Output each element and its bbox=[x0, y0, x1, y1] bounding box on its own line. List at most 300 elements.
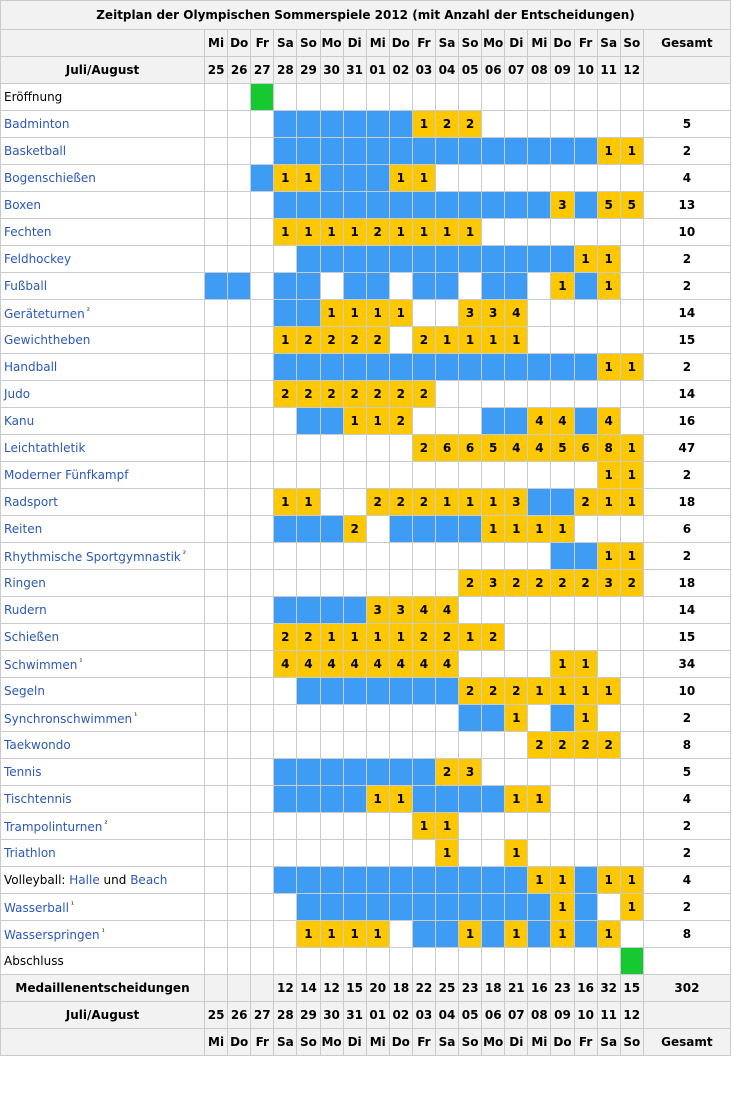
weekday-cell: So bbox=[620, 30, 643, 57]
venue-day-cell bbox=[320, 111, 343, 138]
empty-cell bbox=[274, 921, 297, 948]
venue-day-cell bbox=[274, 597, 297, 624]
final-count-cell: 1 bbox=[274, 165, 297, 192]
sport-name[interactable] bbox=[1, 327, 205, 354]
empty-cell bbox=[528, 948, 551, 975]
empty-cell bbox=[459, 813, 482, 840]
sport-label[interactable]: Triathlon bbox=[4, 846, 56, 860]
final-count-cell: 2 bbox=[412, 489, 435, 516]
final-count-cell: 2 bbox=[620, 570, 643, 597]
empty-cell bbox=[551, 597, 574, 624]
venue-day-cell bbox=[389, 894, 412, 921]
final-count-cell: 1 bbox=[320, 624, 343, 651]
final-count-cell: 1 bbox=[597, 489, 620, 516]
empty-cell bbox=[574, 759, 597, 786]
empty-cell bbox=[505, 543, 528, 570]
row-total: 5 bbox=[643, 759, 730, 786]
venue-day-cell bbox=[505, 408, 528, 435]
empty-cell bbox=[251, 543, 274, 570]
empty-cell bbox=[251, 516, 274, 543]
empty-cell bbox=[597, 327, 620, 354]
final-count-cell: 1 bbox=[551, 867, 574, 894]
sport-name[interactable] bbox=[1, 138, 205, 165]
volleyball-halle-link[interactable]: Halle bbox=[69, 873, 100, 887]
final-count-cell: 1 bbox=[459, 624, 482, 651]
date-cell: 30 bbox=[320, 1002, 343, 1029]
final-count-cell: 1 bbox=[389, 300, 412, 327]
empty-cell bbox=[597, 165, 620, 192]
sport-label[interactable]: Ringen bbox=[4, 576, 46, 590]
venue-day-cell bbox=[505, 354, 528, 381]
final-count-cell: 1 bbox=[320, 300, 343, 327]
date-cell: 05 bbox=[459, 1002, 482, 1029]
empty-cell bbox=[274, 894, 297, 921]
table-row bbox=[1, 570, 731, 597]
footnote-marker: ¹ bbox=[70, 899, 75, 909]
month-label-footer: Juli/August bbox=[1, 1002, 205, 1029]
empty-cell bbox=[459, 543, 482, 570]
final-count-cell: 2 bbox=[459, 111, 482, 138]
final-count-cell: 1 bbox=[551, 651, 574, 678]
empty-cell bbox=[366, 813, 389, 840]
sport-name[interactable] bbox=[1, 921, 205, 948]
sport-name[interactable] bbox=[1, 732, 205, 759]
medal-count-cell: 32 bbox=[597, 975, 620, 1002]
empty-cell bbox=[620, 408, 643, 435]
sport-label[interactable]: Rudern bbox=[4, 603, 47, 617]
final-count-cell: 4 bbox=[505, 300, 528, 327]
empty-cell bbox=[412, 570, 435, 597]
empty-cell bbox=[574, 624, 597, 651]
sport-name[interactable] bbox=[1, 435, 205, 462]
venue-day-cell bbox=[343, 273, 366, 300]
sport-label[interactable]: Geräteturnen bbox=[4, 306, 85, 321]
sport-label[interactable]: Wasserball bbox=[4, 900, 69, 915]
venue-day-cell bbox=[459, 246, 482, 273]
venue-day-cell bbox=[389, 246, 412, 273]
empty-cell bbox=[505, 624, 528, 651]
empty-cell bbox=[551, 624, 574, 651]
sport-name[interactable] bbox=[1, 597, 205, 624]
venue-day-cell bbox=[297, 894, 320, 921]
weekday-header-row bbox=[1, 30, 731, 57]
sport-name[interactable] bbox=[1, 516, 205, 543]
weekday-cell: Sa bbox=[597, 1029, 620, 1056]
final-count-cell: 4 bbox=[435, 651, 458, 678]
empty-cell bbox=[528, 462, 551, 489]
sport-label[interactable]: Kanu bbox=[4, 414, 35, 428]
empty-cell bbox=[389, 327, 412, 354]
sport-label[interactable]: Wasserspringen bbox=[4, 927, 100, 942]
empty-cell bbox=[251, 921, 274, 948]
sport-label[interactable]: Gewichtheben bbox=[4, 333, 91, 347]
sport-label[interactable]: Tennis bbox=[4, 765, 42, 779]
venue-day-cell bbox=[343, 246, 366, 273]
venue-day-cell bbox=[297, 354, 320, 381]
venue-day-cell bbox=[412, 516, 435, 543]
final-count-cell: 2 bbox=[412, 381, 435, 408]
weekday-cell: Do bbox=[551, 30, 574, 57]
row-total: 4 bbox=[643, 786, 730, 813]
final-count-cell: 1 bbox=[620, 489, 643, 516]
sport-name[interactable] bbox=[1, 111, 205, 138]
date-cell: 26 bbox=[228, 1002, 251, 1029]
empty-cell bbox=[228, 219, 251, 246]
venue-day-cell bbox=[274, 192, 297, 219]
venue-day-cell bbox=[435, 273, 458, 300]
empty-cell bbox=[597, 381, 620, 408]
sport-label[interactable]: Tischtennis bbox=[4, 792, 72, 806]
final-count-cell: 2 bbox=[459, 678, 482, 705]
empty-cell bbox=[251, 489, 274, 516]
sport-name[interactable] bbox=[1, 408, 205, 435]
sport-name[interactable] bbox=[1, 651, 205, 678]
sport-name[interactable] bbox=[1, 543, 205, 570]
sport-name[interactable] bbox=[1, 273, 205, 300]
sport-label[interactable]: Basketball bbox=[4, 144, 67, 158]
sport-name[interactable] bbox=[1, 813, 205, 840]
empty-cell bbox=[343, 462, 366, 489]
sport-label[interactable]: Schwimmen bbox=[4, 657, 78, 672]
empty-cell bbox=[343, 705, 366, 732]
final-count-cell: 3 bbox=[505, 489, 528, 516]
empty-cell bbox=[435, 570, 458, 597]
empty-cell bbox=[597, 705, 620, 732]
medal-count-cell: 18 bbox=[389, 975, 412, 1002]
venue-day-cell bbox=[343, 111, 366, 138]
venue-day-cell bbox=[482, 138, 505, 165]
empty-cell bbox=[320, 948, 343, 975]
empty-cell bbox=[320, 435, 343, 462]
final-count-cell: 1 bbox=[551, 273, 574, 300]
empty-cell bbox=[459, 381, 482, 408]
sport-label: Abschluss bbox=[4, 954, 64, 968]
final-count-cell: 1 bbox=[366, 408, 389, 435]
empty-cell bbox=[435, 165, 458, 192]
empty-cell bbox=[320, 543, 343, 570]
venue-day-cell bbox=[366, 165, 389, 192]
venue-day-cell bbox=[412, 867, 435, 894]
sport-name[interactable] bbox=[1, 759, 205, 786]
empty-cell bbox=[459, 165, 482, 192]
empty-cell bbox=[528, 597, 551, 624]
empty-cell bbox=[574, 840, 597, 867]
sport-label[interactable]: Badminton bbox=[4, 117, 70, 131]
sport-label[interactable]: Boxen bbox=[4, 198, 41, 212]
sport-name[interactable] bbox=[1, 246, 205, 273]
sport-name bbox=[1, 867, 205, 894]
volleyball-and: und bbox=[103, 873, 127, 887]
empty-cell bbox=[251, 840, 274, 867]
empty-cell bbox=[482, 948, 505, 975]
final-count-cell: 4 bbox=[528, 408, 551, 435]
medal-count-cell: 15 bbox=[620, 975, 643, 1002]
empty-cell bbox=[366, 705, 389, 732]
row-total: 4 bbox=[643, 165, 730, 192]
sport-label[interactable]: Feldhockey bbox=[4, 252, 72, 266]
final-count-cell: 2 bbox=[389, 381, 412, 408]
empty-cell bbox=[251, 327, 274, 354]
empty-cell bbox=[597, 624, 620, 651]
final-count-cell: 1 bbox=[620, 867, 643, 894]
final-count-cell: 4 bbox=[274, 651, 297, 678]
final-count-cell: 1 bbox=[297, 921, 320, 948]
empty-cell bbox=[412, 462, 435, 489]
final-count-cell: 4 bbox=[389, 651, 412, 678]
empty-cell bbox=[251, 435, 274, 462]
sport-name[interactable] bbox=[1, 165, 205, 192]
empty-cell bbox=[620, 165, 643, 192]
final-count-cell: 1 bbox=[597, 921, 620, 948]
empty-cell bbox=[620, 921, 643, 948]
empty-cell bbox=[435, 705, 458, 732]
empty-cell bbox=[297, 84, 320, 111]
date-cell: 11 bbox=[597, 57, 620, 84]
final-count-cell: 2 bbox=[505, 570, 528, 597]
venue-day-cell bbox=[505, 273, 528, 300]
final-count-cell: 1 bbox=[505, 327, 528, 354]
empty-cell bbox=[551, 759, 574, 786]
sport-label[interactable]: Taekwondo bbox=[4, 738, 71, 752]
table-row bbox=[1, 192, 731, 219]
venue-day-cell bbox=[274, 867, 297, 894]
empty-cell bbox=[620, 786, 643, 813]
date-cell: 08 bbox=[528, 57, 551, 84]
row-total bbox=[643, 84, 730, 111]
sport-label[interactable]: Segeln bbox=[4, 684, 45, 698]
sport-name bbox=[1, 948, 205, 975]
date-cell: 26 bbox=[228, 57, 251, 84]
sport-label[interactable]: Fechten bbox=[4, 225, 52, 239]
final-count-cell: 2 bbox=[482, 678, 505, 705]
empty-cell bbox=[597, 219, 620, 246]
sport-label[interactable]: Radsport bbox=[4, 495, 58, 509]
venue-day-cell bbox=[320, 516, 343, 543]
venue-day-cell bbox=[412, 678, 435, 705]
final-count-cell: 1 bbox=[482, 489, 505, 516]
empty-cell bbox=[482, 543, 505, 570]
empty-cell bbox=[228, 435, 251, 462]
sport-name[interactable] bbox=[1, 462, 205, 489]
empty-cell bbox=[205, 462, 228, 489]
weekday-cell: Sa bbox=[274, 30, 297, 57]
medal-count-cell: 15 bbox=[343, 975, 366, 1002]
venue-day-cell bbox=[574, 543, 597, 570]
sport-name[interactable] bbox=[1, 300, 205, 327]
venue-day-cell bbox=[274, 786, 297, 813]
final-count-cell: 3 bbox=[459, 759, 482, 786]
venue-day-cell bbox=[366, 678, 389, 705]
final-count-cell: 1 bbox=[620, 894, 643, 921]
final-count-cell: 1 bbox=[574, 651, 597, 678]
sport-name[interactable] bbox=[1, 489, 205, 516]
ceremony-cell bbox=[251, 84, 274, 111]
final-count-cell: 1 bbox=[435, 219, 458, 246]
sport-label[interactable]: Trampolinturnen bbox=[4, 819, 103, 834]
empty-cell bbox=[597, 516, 620, 543]
empty-cell bbox=[574, 381, 597, 408]
medal-total: 302 bbox=[643, 975, 730, 1002]
sport-label[interactable]: Reiten bbox=[4, 522, 43, 536]
sport-label[interactable]: Synchronschwimmen bbox=[4, 711, 133, 726]
row-total: 2 bbox=[643, 462, 730, 489]
final-count-cell: 2 bbox=[574, 570, 597, 597]
volleyball-label: Volleyball: bbox=[4, 873, 66, 887]
empty-cell bbox=[228, 813, 251, 840]
empty-cell bbox=[435, 300, 458, 327]
venue-day-cell bbox=[482, 354, 505, 381]
table-row bbox=[1, 381, 731, 408]
table-row bbox=[1, 678, 731, 705]
venue-day-cell bbox=[482, 408, 505, 435]
table-title: Zeitplan der Olympischen Sommerspiele 2012 (mit Anzahl der Entscheidungen) bbox=[1, 1, 731, 30]
empty-cell bbox=[412, 84, 435, 111]
empty-cell bbox=[389, 705, 412, 732]
venue-day-cell bbox=[435, 678, 458, 705]
weekday-cell: Fr bbox=[574, 30, 597, 57]
sport-label[interactable]: Rhythmische Sportgymnastik bbox=[4, 549, 181, 564]
empty-cell bbox=[297, 435, 320, 462]
empty-cell bbox=[505, 948, 528, 975]
date-cell: 30 bbox=[320, 57, 343, 84]
empty-cell bbox=[551, 462, 574, 489]
final-count-cell: 2 bbox=[435, 111, 458, 138]
empty-cell bbox=[482, 111, 505, 138]
empty-cell bbox=[435, 732, 458, 759]
empty-cell bbox=[389, 462, 412, 489]
empty-cell bbox=[228, 867, 251, 894]
empty-cell bbox=[551, 381, 574, 408]
sport-name[interactable] bbox=[1, 354, 205, 381]
empty-cell bbox=[505, 219, 528, 246]
sport-label[interactable]: Judo bbox=[4, 387, 31, 401]
empty-cell bbox=[251, 300, 274, 327]
final-count-cell: 2 bbox=[574, 489, 597, 516]
empty-cell bbox=[574, 84, 597, 111]
weekday-cell: Sa bbox=[435, 30, 458, 57]
final-count-cell: 1 bbox=[597, 138, 620, 165]
sport-name bbox=[1, 84, 205, 111]
empty-cell bbox=[551, 813, 574, 840]
empty-cell bbox=[228, 840, 251, 867]
row-total: 10 bbox=[643, 219, 730, 246]
empty-cell bbox=[435, 462, 458, 489]
empty-cell bbox=[274, 732, 297, 759]
empty-cell bbox=[343, 84, 366, 111]
venue-day-cell bbox=[551, 354, 574, 381]
empty-cell bbox=[620, 300, 643, 327]
row-total: 18 bbox=[643, 489, 730, 516]
sport-name[interactable] bbox=[1, 624, 205, 651]
sport-label[interactable]: Bogenschießen bbox=[4, 171, 96, 185]
final-count-cell: 1 bbox=[505, 516, 528, 543]
sport-name[interactable] bbox=[1, 570, 205, 597]
date-cell: 01 bbox=[366, 57, 389, 84]
final-count-cell: 2 bbox=[597, 732, 620, 759]
empty-cell bbox=[597, 111, 620, 138]
sport-label[interactable]: Fußball bbox=[4, 279, 48, 293]
empty-cell bbox=[389, 732, 412, 759]
empty-cell bbox=[343, 732, 366, 759]
final-count-cell: 2 bbox=[366, 327, 389, 354]
medal-count-cell: 16 bbox=[574, 975, 597, 1002]
volleyball-beach-link[interactable]: Beach bbox=[130, 873, 168, 887]
row-total: 2 bbox=[643, 543, 730, 570]
final-count-cell: 1 bbox=[389, 165, 412, 192]
weekday-cell: Fr bbox=[251, 1029, 274, 1056]
sport-label[interactable]: Leichtathletik bbox=[4, 441, 86, 455]
empty-cell bbox=[459, 840, 482, 867]
sport-label[interactable]: Moderner Fünfkampf bbox=[4, 468, 129, 482]
date-cell: 05 bbox=[459, 57, 482, 84]
sport-name[interactable] bbox=[1, 894, 205, 921]
empty-cell bbox=[228, 597, 251, 624]
sport-name[interactable] bbox=[1, 192, 205, 219]
empty-cell bbox=[482, 651, 505, 678]
empty-cell bbox=[228, 327, 251, 354]
venue-day-cell bbox=[435, 786, 458, 813]
empty-cell bbox=[435, 84, 458, 111]
sport-label[interactable]: Handball bbox=[4, 360, 58, 374]
sport-name[interactable] bbox=[1, 678, 205, 705]
final-count-cell: 1 bbox=[343, 408, 366, 435]
row-total: 2 bbox=[643, 354, 730, 381]
empty-cell bbox=[574, 462, 597, 489]
empty-cell bbox=[205, 732, 228, 759]
empty-cell bbox=[205, 489, 228, 516]
total-header: Gesamt bbox=[643, 30, 730, 57]
empty-cell bbox=[505, 165, 528, 192]
final-count-cell: 1 bbox=[274, 219, 297, 246]
final-count-cell: 2 bbox=[389, 408, 412, 435]
footnote-marker: ¹ bbox=[134, 710, 138, 720]
venue-day-cell bbox=[482, 246, 505, 273]
weekday-cell: Mi bbox=[528, 1029, 551, 1056]
month-label: Juli/August bbox=[1, 57, 205, 84]
empty-cell bbox=[551, 948, 574, 975]
weekday-cell: Sa bbox=[597, 30, 620, 57]
venue-day-cell bbox=[320, 597, 343, 624]
sport-label[interactable]: Schießen bbox=[4, 630, 60, 644]
empty-cell bbox=[620, 840, 643, 867]
final-count-cell: 1 bbox=[482, 516, 505, 543]
sport-name[interactable] bbox=[1, 705, 205, 732]
empty-cell bbox=[205, 381, 228, 408]
final-count-cell: 5 bbox=[482, 435, 505, 462]
sport-name[interactable] bbox=[1, 219, 205, 246]
venue-day-cell bbox=[551, 246, 574, 273]
final-count-cell: 2 bbox=[574, 732, 597, 759]
final-count-cell: 1 bbox=[528, 786, 551, 813]
venue-day-cell bbox=[320, 759, 343, 786]
empty-cell bbox=[597, 759, 620, 786]
empty-cell bbox=[228, 516, 251, 543]
sport-name[interactable] bbox=[1, 840, 205, 867]
sport-name[interactable] bbox=[1, 381, 205, 408]
medal-count-cell: 12 bbox=[274, 975, 297, 1002]
sport-name[interactable] bbox=[1, 786, 205, 813]
empty-cell bbox=[620, 246, 643, 273]
venue-day-cell bbox=[389, 516, 412, 543]
date-cell: 27 bbox=[251, 1002, 274, 1029]
sport-label: Eröffnung bbox=[4, 90, 63, 104]
empty-cell bbox=[597, 786, 620, 813]
final-count-cell: 1 bbox=[435, 840, 458, 867]
empty-cell bbox=[551, 840, 574, 867]
table-row bbox=[1, 543, 731, 570]
empty-cell bbox=[574, 300, 597, 327]
empty-cell bbox=[482, 381, 505, 408]
